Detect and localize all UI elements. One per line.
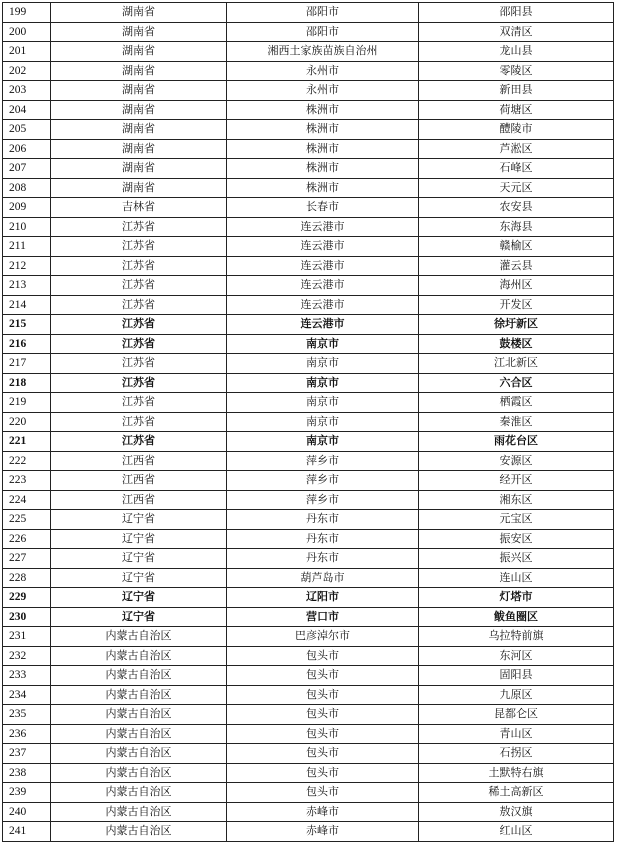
row-number-cell: 220 (3, 412, 51, 432)
county-cell: 固阳县 (419, 666, 614, 686)
province-cell: 湖南省 (51, 42, 227, 62)
city-cell: 巴彦淖尔市 (227, 627, 419, 647)
row-number-cell: 211 (3, 237, 51, 257)
city-cell: 株洲市 (227, 139, 419, 159)
county-cell: 稀土高新区 (419, 783, 614, 803)
county-cell: 栖霞区 (419, 393, 614, 413)
city-cell: 包头市 (227, 724, 419, 744)
table-row (3, 451, 614, 471)
county-cell: 灌云县 (419, 256, 614, 276)
row-number-cell: 231 (3, 627, 51, 647)
city-cell: 丹东市 (227, 549, 419, 569)
county-cell: 振安区 (419, 529, 614, 549)
city-cell: 南京市 (227, 334, 419, 354)
row-number-cell: 219 (3, 393, 51, 413)
city-cell: 包头市 (227, 685, 419, 705)
province-cell: 内蒙古自治区 (51, 666, 227, 686)
province-cell: 吉林省 (51, 198, 227, 218)
city-cell: 长春市 (227, 198, 419, 218)
county-cell: 连山区 (419, 568, 614, 588)
table-row (3, 490, 614, 510)
row-number-cell: 224 (3, 490, 51, 510)
county-cell: 土默特右旗 (419, 763, 614, 783)
county-cell: 鼓楼区 (419, 334, 614, 354)
county-cell: 新田县 (419, 81, 614, 101)
row-number-cell: 233 (3, 666, 51, 686)
table-row (3, 373, 614, 393)
row-number-cell: 214 (3, 295, 51, 315)
province-cell: 湖南省 (51, 139, 227, 159)
row-number-cell: 238 (3, 763, 51, 783)
city-cell: 株洲市 (227, 159, 419, 179)
row-number-cell: 201 (3, 42, 51, 62)
table-row (3, 334, 614, 354)
table-row (3, 802, 614, 822)
row-number-cell: 200 (3, 22, 51, 42)
row-number-cell: 205 (3, 120, 51, 140)
table-row (3, 471, 614, 491)
row-number-cell: 241 (3, 822, 51, 842)
city-cell: 永州市 (227, 61, 419, 81)
province-cell: 内蒙古自治区 (51, 763, 227, 783)
table-row (3, 666, 614, 686)
province-cell: 江苏省 (51, 432, 227, 452)
county-cell: 东河区 (419, 646, 614, 666)
city-cell: 包头市 (227, 783, 419, 803)
city-cell: 连云港市 (227, 237, 419, 257)
city-cell: 丹东市 (227, 529, 419, 549)
row-number-cell: 240 (3, 802, 51, 822)
county-cell: 振兴区 (419, 549, 614, 569)
table-row (3, 237, 614, 257)
city-cell: 辽阳市 (227, 588, 419, 608)
city-cell: 营口市 (227, 607, 419, 627)
table-row (3, 61, 614, 81)
city-cell: 株洲市 (227, 178, 419, 198)
table-row (3, 276, 614, 296)
province-cell: 江苏省 (51, 295, 227, 315)
row-number-cell: 213 (3, 276, 51, 296)
table-row (3, 724, 614, 744)
province-cell: 辽宁省 (51, 510, 227, 530)
province-cell: 湖南省 (51, 3, 227, 23)
row-number-cell: 212 (3, 256, 51, 276)
row-number-cell: 239 (3, 783, 51, 803)
city-cell: 连云港市 (227, 217, 419, 237)
table-row (3, 529, 614, 549)
city-cell: 湘西土家族苗族自治州 (227, 42, 419, 62)
table-row (3, 763, 614, 783)
row-number-cell: 237 (3, 744, 51, 764)
row-number-cell: 232 (3, 646, 51, 666)
province-cell: 湖南省 (51, 81, 227, 101)
province-cell: 内蒙古自治区 (51, 646, 227, 666)
province-cell: 内蒙古自治区 (51, 802, 227, 822)
city-cell: 株洲市 (227, 120, 419, 140)
document-page (2, 2, 613, 842)
city-cell: 南京市 (227, 432, 419, 452)
table-row (3, 646, 614, 666)
row-number-cell: 208 (3, 178, 51, 198)
city-cell: 包头市 (227, 646, 419, 666)
row-number-cell: 204 (3, 100, 51, 120)
county-cell: 敖汉旗 (419, 802, 614, 822)
county-cell: 荷塘区 (419, 100, 614, 120)
county-cell: 经开区 (419, 471, 614, 491)
county-cell: 鲅鱼圈区 (419, 607, 614, 627)
table-row (3, 588, 614, 608)
city-cell: 包头市 (227, 744, 419, 764)
row-number-cell: 199 (3, 3, 51, 23)
table-row (3, 393, 614, 413)
province-cell: 江西省 (51, 471, 227, 491)
table-row (3, 81, 614, 101)
province-cell: 湖南省 (51, 22, 227, 42)
county-cell: 安源区 (419, 451, 614, 471)
table-row (3, 354, 614, 374)
city-cell: 永州市 (227, 81, 419, 101)
county-cell: 秦淮区 (419, 412, 614, 432)
row-number-cell: 209 (3, 198, 51, 218)
province-cell: 江苏省 (51, 393, 227, 413)
county-cell: 徐圩新区 (419, 315, 614, 335)
county-cell: 海州区 (419, 276, 614, 296)
city-cell: 赤峰市 (227, 802, 419, 822)
table-row (3, 607, 614, 627)
table-row (3, 42, 614, 62)
city-cell: 邵阳市 (227, 3, 419, 23)
table-row (3, 100, 614, 120)
county-cell: 零陵区 (419, 61, 614, 81)
row-number-cell: 202 (3, 61, 51, 81)
city-cell: 萍乡市 (227, 490, 419, 510)
region-table (2, 2, 614, 842)
row-number-cell: 221 (3, 432, 51, 452)
province-cell: 内蒙古自治区 (51, 705, 227, 725)
city-cell: 萍乡市 (227, 451, 419, 471)
county-cell: 江北新区 (419, 354, 614, 374)
row-number-cell: 228 (3, 568, 51, 588)
province-cell: 内蒙古自治区 (51, 627, 227, 647)
city-cell: 连云港市 (227, 276, 419, 296)
row-number-cell: 225 (3, 510, 51, 530)
table-row (3, 217, 614, 237)
province-cell: 江苏省 (51, 373, 227, 393)
county-cell: 醴陵市 (419, 120, 614, 140)
province-cell: 内蒙古自治区 (51, 724, 227, 744)
table-row (3, 139, 614, 159)
row-number-cell: 230 (3, 607, 51, 627)
table-row (3, 412, 614, 432)
province-cell: 湖南省 (51, 159, 227, 179)
table-row (3, 3, 614, 23)
row-number-cell: 227 (3, 549, 51, 569)
row-number-cell: 222 (3, 451, 51, 471)
province-cell: 湖南省 (51, 120, 227, 140)
city-cell: 株洲市 (227, 100, 419, 120)
region-table-body (3, 3, 614, 842)
table-row (3, 178, 614, 198)
table-row (3, 568, 614, 588)
city-cell: 葫芦岛市 (227, 568, 419, 588)
table-row (3, 432, 614, 452)
row-number-cell: 210 (3, 217, 51, 237)
table-row (3, 549, 614, 569)
county-cell: 红山区 (419, 822, 614, 842)
province-cell: 辽宁省 (51, 607, 227, 627)
province-cell: 辽宁省 (51, 549, 227, 569)
county-cell: 雨花台区 (419, 432, 614, 452)
county-cell: 六合区 (419, 373, 614, 393)
province-cell: 江苏省 (51, 412, 227, 432)
province-cell: 江苏省 (51, 217, 227, 237)
table-row (3, 159, 614, 179)
city-cell: 连云港市 (227, 256, 419, 276)
province-cell: 江西省 (51, 451, 227, 471)
city-cell: 连云港市 (227, 295, 419, 315)
city-cell: 南京市 (227, 412, 419, 432)
county-cell: 乌拉特前旗 (419, 627, 614, 647)
table-row (3, 685, 614, 705)
province-cell: 江苏省 (51, 354, 227, 374)
city-cell: 南京市 (227, 393, 419, 413)
province-cell: 辽宁省 (51, 568, 227, 588)
city-cell: 连云港市 (227, 315, 419, 335)
table-row (3, 744, 614, 764)
city-cell: 南京市 (227, 373, 419, 393)
table-row (3, 510, 614, 530)
county-cell: 青山区 (419, 724, 614, 744)
county-cell: 龙山县 (419, 42, 614, 62)
county-cell: 灯塔市 (419, 588, 614, 608)
table-row (3, 256, 614, 276)
row-number-cell: 229 (3, 588, 51, 608)
city-cell: 丹东市 (227, 510, 419, 530)
row-number-cell: 226 (3, 529, 51, 549)
province-cell: 江苏省 (51, 237, 227, 257)
county-cell: 九原区 (419, 685, 614, 705)
province-cell: 江苏省 (51, 334, 227, 354)
county-cell: 农安县 (419, 198, 614, 218)
row-number-cell: 207 (3, 159, 51, 179)
province-cell: 江苏省 (51, 256, 227, 276)
table-row (3, 295, 614, 315)
county-cell: 邵阳县 (419, 3, 614, 23)
city-cell: 包头市 (227, 705, 419, 725)
table-row (3, 22, 614, 42)
city-cell: 萍乡市 (227, 471, 419, 491)
province-cell: 内蒙古自治区 (51, 822, 227, 842)
city-cell: 包头市 (227, 666, 419, 686)
province-cell: 内蒙古自治区 (51, 783, 227, 803)
table-row (3, 705, 614, 725)
province-cell: 湖南省 (51, 61, 227, 81)
province-cell: 湖南省 (51, 100, 227, 120)
province-cell: 内蒙古自治区 (51, 685, 227, 705)
county-cell: 昆都仑区 (419, 705, 614, 725)
province-cell: 江苏省 (51, 276, 227, 296)
county-cell: 湘东区 (419, 490, 614, 510)
table-row (3, 627, 614, 647)
row-number-cell: 206 (3, 139, 51, 159)
table-row (3, 822, 614, 842)
county-cell: 开发区 (419, 295, 614, 315)
row-number-cell: 236 (3, 724, 51, 744)
county-cell: 石峰区 (419, 159, 614, 179)
county-cell: 赣榆区 (419, 237, 614, 257)
county-cell: 天元区 (419, 178, 614, 198)
province-cell: 江苏省 (51, 315, 227, 335)
city-cell: 赤峰市 (227, 822, 419, 842)
province-cell: 江西省 (51, 490, 227, 510)
county-cell: 双清区 (419, 22, 614, 42)
county-cell: 芦淞区 (419, 139, 614, 159)
city-cell: 南京市 (227, 354, 419, 374)
row-number-cell: 215 (3, 315, 51, 335)
table-row (3, 120, 614, 140)
row-number-cell: 235 (3, 705, 51, 725)
province-cell: 内蒙古自治区 (51, 744, 227, 764)
row-number-cell: 223 (3, 471, 51, 491)
table-row (3, 783, 614, 803)
row-number-cell: 217 (3, 354, 51, 374)
county-cell: 东海县 (419, 217, 614, 237)
province-cell: 湖南省 (51, 178, 227, 198)
province-cell: 辽宁省 (51, 529, 227, 549)
city-cell: 邵阳市 (227, 22, 419, 42)
city-cell: 包头市 (227, 763, 419, 783)
county-cell: 石拐区 (419, 744, 614, 764)
table-row (3, 198, 614, 218)
province-cell: 辽宁省 (51, 588, 227, 608)
row-number-cell: 216 (3, 334, 51, 354)
county-cell: 元宝区 (419, 510, 614, 530)
table-row (3, 315, 614, 335)
row-number-cell: 203 (3, 81, 51, 101)
row-number-cell: 218 (3, 373, 51, 393)
row-number-cell: 234 (3, 685, 51, 705)
